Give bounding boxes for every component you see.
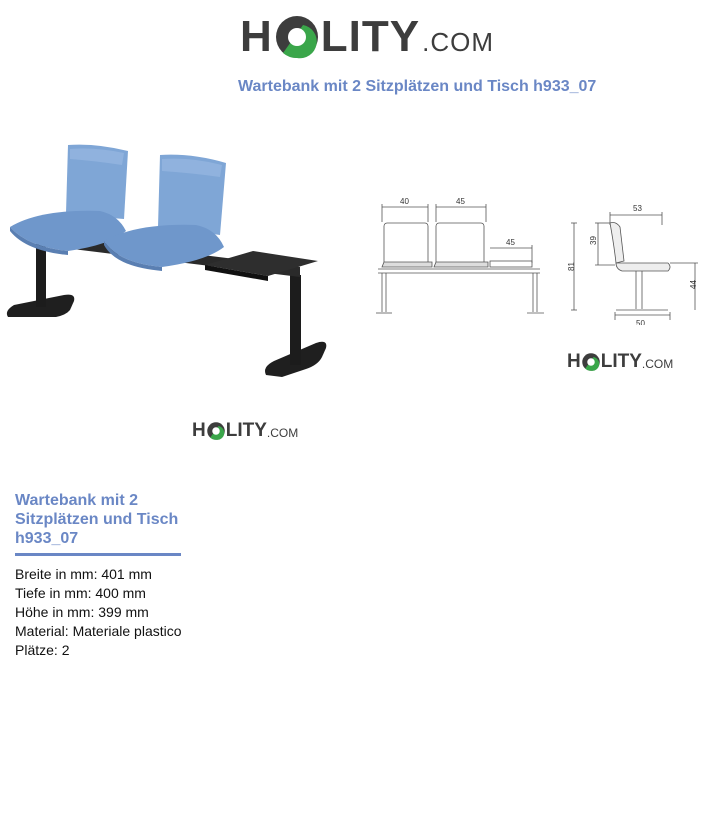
logo-suffix: .COM <box>422 26 494 57</box>
photo-watermark-logo <box>192 418 298 444</box>
side-dim-total-height: 81 <box>567 262 576 271</box>
side-dim-backrest: 39 <box>589 236 598 245</box>
photo-logo-text-start: H <box>192 420 206 441</box>
page-title: Wartebank mit 2 Sitzplätzen und Tisch h933_07 <box>238 78 597 95</box>
spec-height: Höhe in mm: 399 mm <box>15 604 149 620</box>
logo-text-start: H <box>240 12 273 61</box>
product-specs <box>15 565 182 660</box>
product-name-underline <box>15 553 181 556</box>
front-dim-seat-2: 45 <box>456 197 465 206</box>
spec-width: Breite in mm: 401 mm <box>15 566 152 582</box>
holity-logo[interactable] <box>240 12 494 62</box>
bench-leg-right <box>290 275 301 365</box>
spec-seats: Plätze: 2 <box>15 642 70 658</box>
product-photo <box>0 135 340 385</box>
side-dim-base: 50 <box>636 319 645 325</box>
side-view <box>571 212 698 320</box>
photo-logo-suffix: .COM <box>266 425 299 440</box>
drawing-logo-text-start: H <box>567 351 581 372</box>
side-dim-seat-height: 44 <box>689 280 698 289</box>
front-dim-seat-1: 40 <box>400 197 409 206</box>
spec-material: Material: Materiale plastico <box>15 623 182 639</box>
drawing-logo-o-icon <box>581 352 601 372</box>
drawing-logo-text-end: LITY <box>600 351 642 372</box>
product-name: Wartebank mit 2 Sitzplätzen und Tisch h933_07 <box>15 492 179 547</box>
front-view <box>376 204 544 313</box>
technical-drawing <box>370 195 710 325</box>
drawing-watermark-logo <box>567 349 673 375</box>
spec-depth: Tiefe in mm: 400 mm <box>15 585 146 601</box>
bench-leg-left <box>36 243 46 307</box>
side-dim-top: 53 <box>633 204 642 213</box>
logo-text-end: LITY <box>320 12 421 61</box>
logo-o-icon <box>273 13 321 61</box>
drawing-logo-suffix: .COM <box>641 356 674 371</box>
photo-logo-text-end: LITY <box>225 420 267 441</box>
photo-logo-o-icon <box>206 421 226 441</box>
front-dim-table: 45 <box>506 238 515 247</box>
